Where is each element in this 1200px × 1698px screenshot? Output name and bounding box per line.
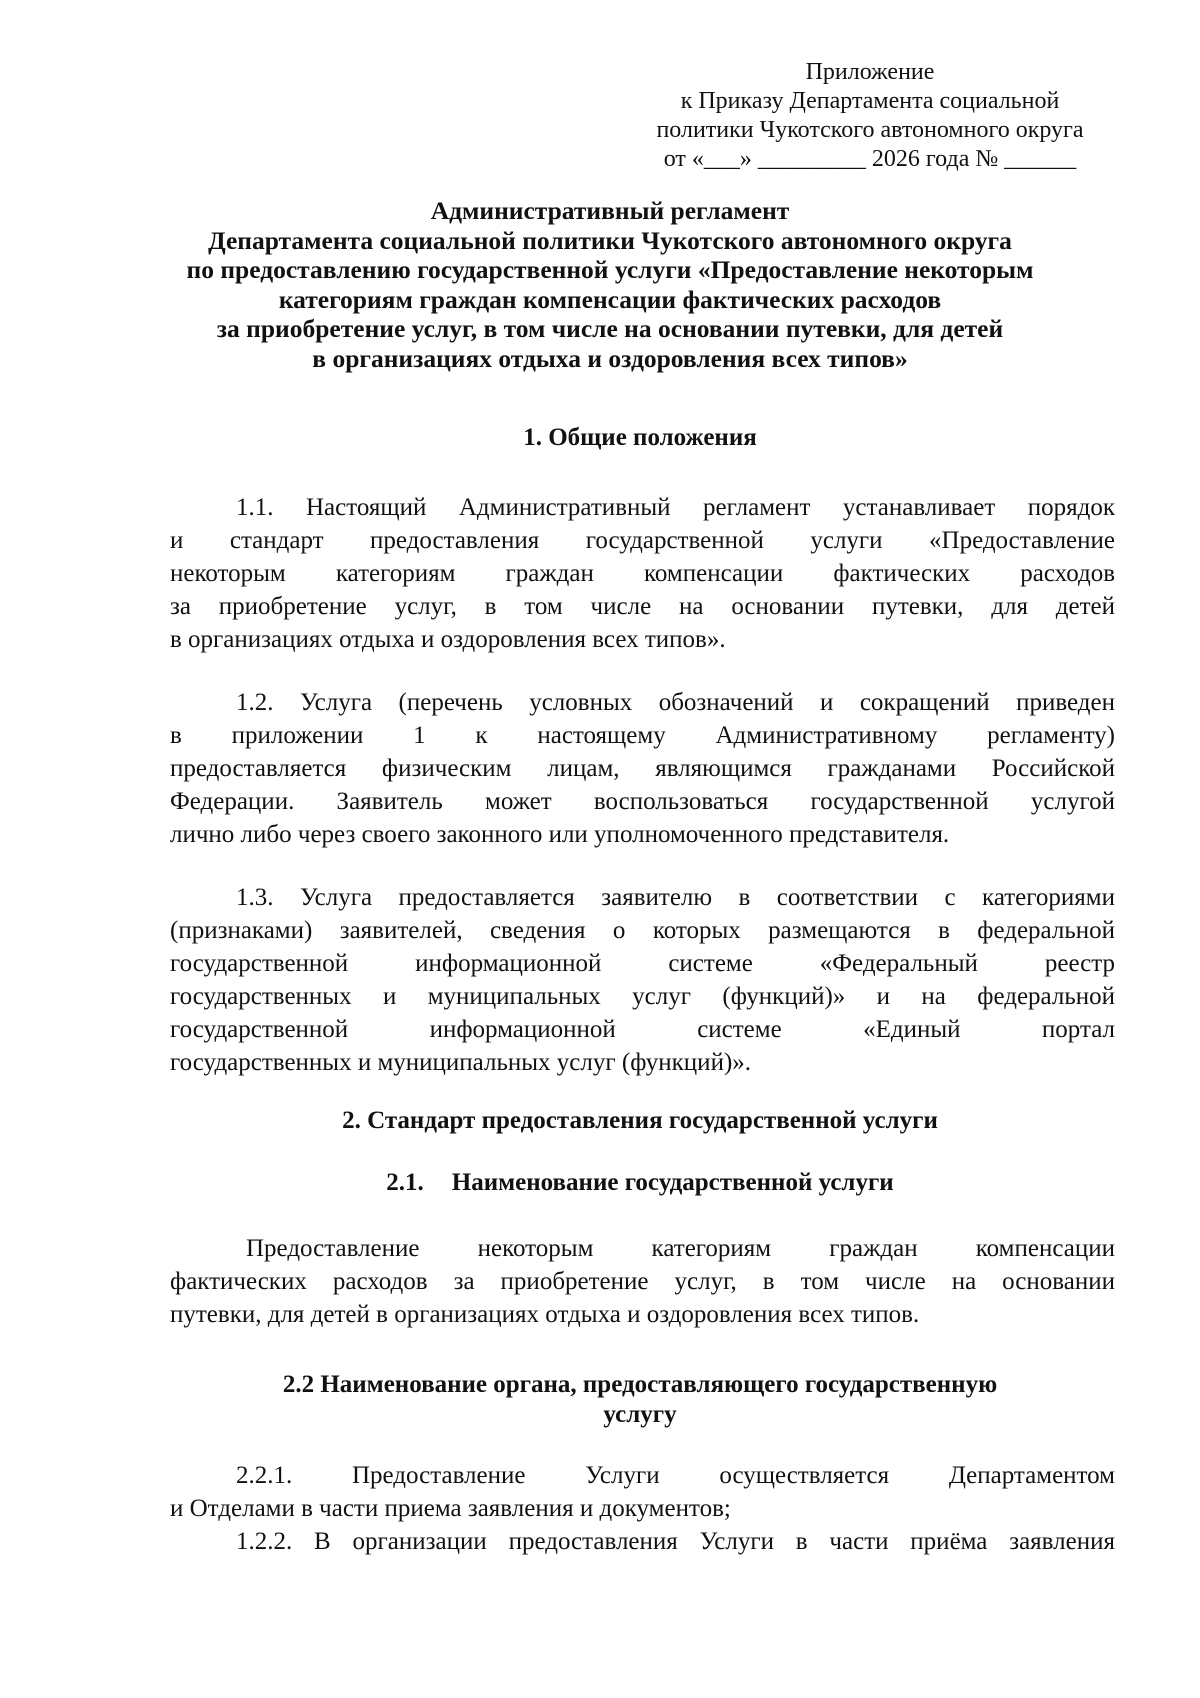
text-line: 1.1. Настоящий Административный регламент устанавливает порядок	[236, 494, 1115, 521]
approval-line: к Приказу Департамента социальной	[680, 88, 1060, 114]
paragraph-2-2-1	[170, 1459, 1115, 1525]
section-2-2-heading	[170, 1370, 1110, 1430]
text-line: 1.3. Услуга предоставляется заявителю в соответствии с категориями	[236, 884, 1115, 911]
title-line: по предоставлению государственной услуги «Предоставление некоторым	[186, 255, 1034, 284]
text-line: в приложении 1 к настоящему Административному регламенту)	[170, 722, 1115, 749]
section-1-heading: 1. Общие положения	[523, 424, 757, 451]
heading-line: 2.2 Наименование органа, предоставляющего государственную	[282, 1371, 998, 1398]
text-line: фактических расходов за приобретение услуг, в том числе на основании	[170, 1268, 1115, 1295]
approval-line: Приложение	[805, 59, 935, 85]
text-line: в организациях отдыха и оздоровления всех типов».	[170, 626, 726, 653]
paragraph-1-2	[170, 686, 1115, 851]
text-line: (признаками) заявителей, сведения о которых размещаются в федеральной	[170, 917, 1115, 944]
text-line: за приобретение услуг, в том числе на основании путевки, для детей	[170, 593, 1115, 620]
section-title: Наименование государственной услуги	[451, 1169, 894, 1196]
approval-line: от «___» _________ 2026 года № ______	[663, 146, 1077, 172]
document-title	[130, 196, 1090, 373]
text-line: 2.2.1. Предоставление Услуги осуществляется Департаментом	[236, 1462, 1115, 1489]
title-line: категориям граждан компенсации фактических расходов	[278, 284, 942, 314]
text-line: путевки, для детей в организациях отдыха и оздоровления всех типов.	[170, 1301, 920, 1328]
text-line: некоторым категориям граждан компенсации фактических расходов	[170, 560, 1115, 587]
text-line: государственных и муниципальных услуг (функций)».	[170, 1049, 752, 1076]
approval-line: политики Чукотского автономного округа	[656, 117, 1084, 143]
text-line: и стандарт предоставления государственной услуги «Предоставление	[170, 527, 1115, 554]
text-line: 1.2. Услуга (перечень условных обозначений и сокращений приведен	[236, 689, 1115, 716]
text-line: Предоставление некоторым категориям граждан компенсации	[246, 1235, 1115, 1262]
text-line: лично либо через своего законного или уполномоченного представителя.	[170, 821, 950, 848]
text-line: предоставляется физическим лицам, являющимся гражданами Российской	[170, 755, 1115, 782]
text-line: государственной информационной системе «Федеральный реестр	[170, 950, 1115, 977]
paragraph-1-3	[170, 881, 1115, 1079]
approval-block	[640, 58, 1100, 174]
title-line: за приобретение услуг, в том числе на основании путевки, для детей	[216, 314, 1004, 343]
text-line: и Отделами в части приема заявления и документов;	[170, 1495, 731, 1522]
text-line: Федерации. Заявитель может воспользоваться государственной услугой	[170, 788, 1115, 815]
paragraph-1-2-2	[170, 1525, 1115, 1558]
text-line: государственных и муниципальных услуг (функций)» и на федеральной	[170, 983, 1115, 1010]
section-2-heading: 2. Стандарт предоставления государственной услуги	[342, 1107, 938, 1134]
section-number: 2.1.	[386, 1169, 424, 1196]
title-line: Административный регламент	[430, 196, 790, 225]
text-line: 1.2.2. В организации предоставления Услуги в части приёма заявления	[236, 1528, 1115, 1555]
text-line: государственной информационной системе «Единый портал	[170, 1016, 1115, 1043]
section-2-1-heading	[170, 1168, 1110, 1198]
title-line: в организациях отдыха и оздоровления всех типов»	[312, 343, 908, 373]
title-line: Департамента социальной политики Чукотского автономного округа	[208, 225, 1012, 255]
heading-line: услугу	[603, 1401, 677, 1428]
paragraph-2-1	[170, 1232, 1115, 1331]
paragraph-1-1	[170, 491, 1115, 656]
